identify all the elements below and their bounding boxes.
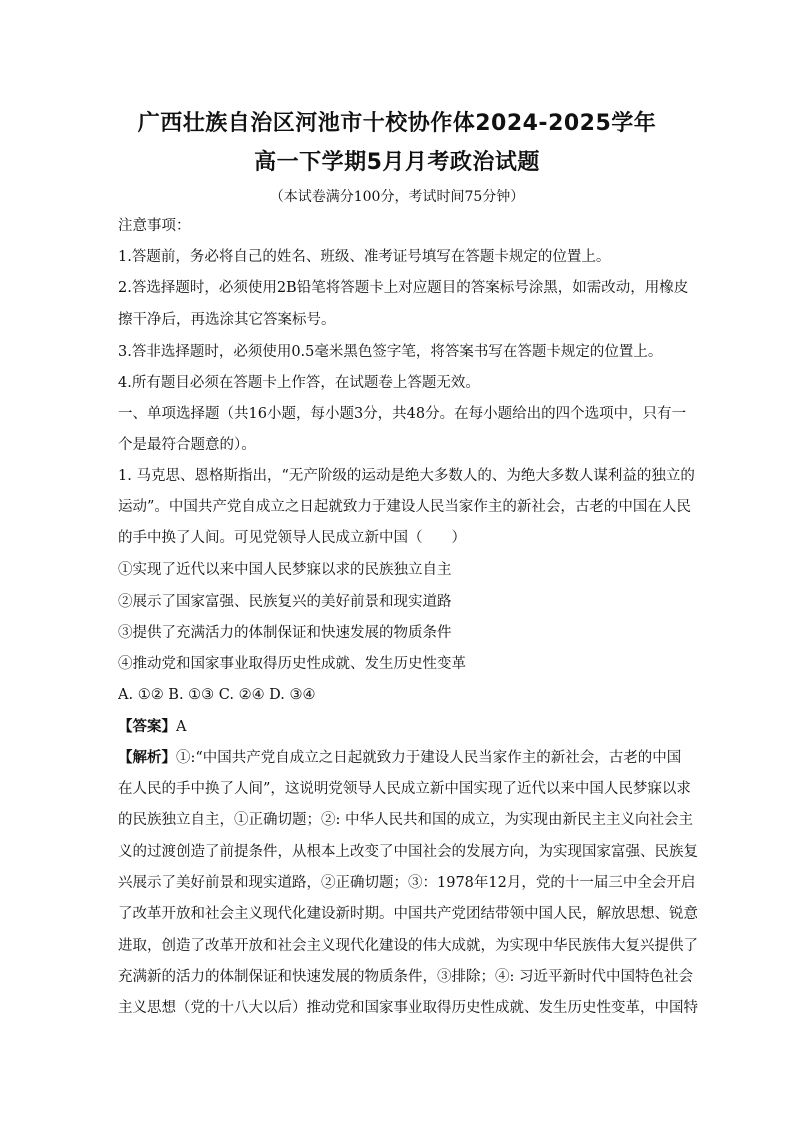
answer-line (118, 717, 678, 737)
analysis-line-2: 在人民的手中换了人间”，这说明党领导人民成立新中国实现了近代以来中国人民梦寐以求 (118, 781, 691, 797)
question-1-stem-line-2: 运动”。中国共产党自成立之日起就致力于建设人民当家作主的新社会，古老的中国在人民 (118, 499, 691, 515)
analysis-line-8: 充满新的活力的体制保证和快速发展的物质条件，③排除；④: 习近平新时代中国特色社会 (118, 969, 693, 985)
analysis-label: 【解析】 (118, 749, 176, 766)
answer-label: 【答案】 (118, 718, 176, 735)
statement-2: ②展示了国家富强、民族复兴的美好前景和现实道路 (118, 594, 452, 610)
analysis-line-4: 义的过渡创造了前提条件，从根本上改变了中国社会的发展方向，为实现国家富强、民族复 (118, 844, 698, 860)
answer-value: A (176, 719, 187, 735)
note-item-3: 3.答非选择题时，必须使用0.5毫米黑色签字笔，将答案书写在答题卡规定的位置上。 (118, 344, 663, 360)
document-title-line-2: 高一下学期5月月考政治试题 (254, 150, 540, 175)
question-1-stem-line-3: 的手中换了人间。可见党领导人民成立新中国（ ） (118, 530, 466, 546)
statement-3: ③提供了充满活力的体制保证和快速发展的物质条件 (118, 625, 452, 641)
question-1-options: A. ①② B. ①③ C. ②④ D. ③④ (118, 687, 316, 703)
note-item-1: 1.答题前，务必将自己的姓名、班级、准考证号填写在答题卡规定的位置上。 (118, 249, 611, 265)
analysis-line-1 (118, 748, 682, 768)
statement-1: ①实现了近代以来中国人民梦寐以求的民族独立自主 (118, 562, 452, 578)
exam-info: （本试卷满分100分，考试时间75分钟） (269, 189, 525, 205)
notes-heading: 注意事项： (118, 218, 191, 234)
section-heading-cont: 个是最符合题意的）。 (118, 437, 256, 453)
analysis-text-1: ①:“中国共产党自成立之日起就致力于建设人民当家作主的新社会，古老的中国 (176, 750, 682, 766)
analysis-line-9: 主义思想（党的十八大以后）推动党和国家事业取得历史性成就、发生历史性变革，中国特 (118, 1000, 698, 1016)
note-item-2-cont: 擦干净后，再选涂其它答案标号。 (118, 312, 336, 328)
analysis-line-3: 的民族独立自主，①正确切题；②: 中华人民共和国的成立，为实现由新民主主义向社会主 (118, 812, 693, 828)
analysis-line-7: 进取，创造了改革开放和社会主义现代化建设的伟大成就，为实现中华民族伟大复兴提供了 (118, 938, 698, 954)
question-1-stem-line-1: 1. 马克思、恩格斯指出，“无产阶级的运动是绝大多数人的、为绝大多数人谋利益的独立的 (118, 468, 695, 484)
statement-4: ④推动党和国家事业取得历史性成就、发生历史性变革 (118, 656, 466, 672)
note-item-2: 2.答选择题时，必须使用2B铅笔将答题卡上对应题目的答案标号涂黑，如需改动，用橡皮 (118, 280, 689, 296)
analysis-line-6: 了改革开放和社会主义现代化建设新时期。中国共产党团结带领中国人民，解放思想、锐意 (118, 906, 698, 922)
document-title-line-1: 广西壮族自治区河池市十校协作体2024-2025学年 (137, 111, 657, 136)
section-heading: 一、单项选择题（共16小题，每小题3分，共48分。在每小题给出的四个选项中，只有一 (118, 406, 687, 422)
analysis-line-5: 兴展示了美好前景和现实道路，②正确切题；③：1978年12月，党的十一届三中全会开启 (118, 875, 696, 891)
note-item-4: 4.所有题目必须在答题卡上作答，在试题卷上答题无效。 (118, 375, 480, 391)
